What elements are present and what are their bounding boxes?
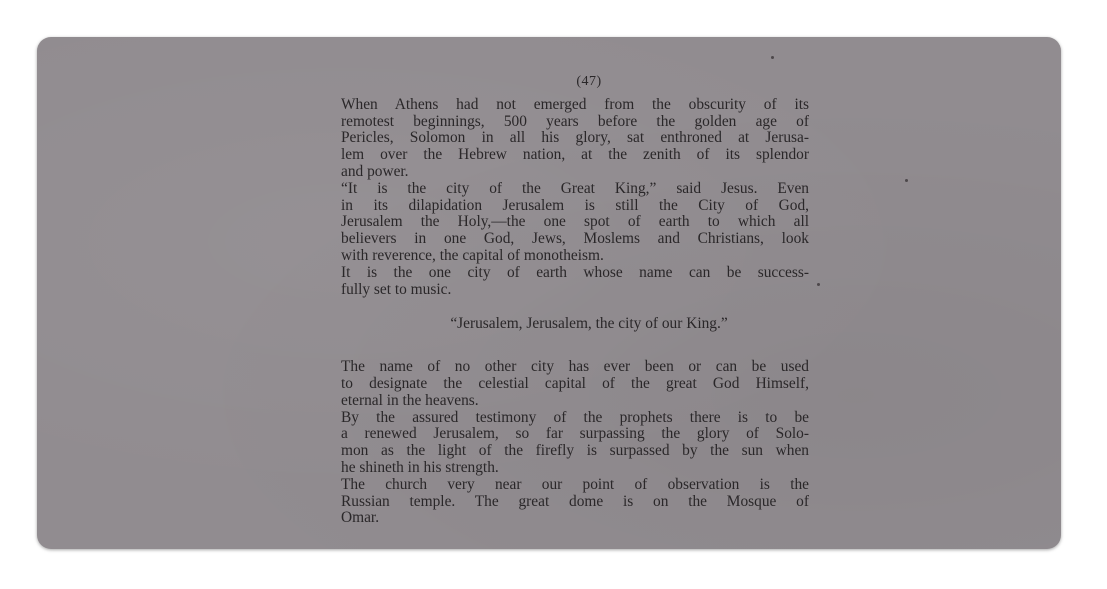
text-line: mon as the light of the firefly is surpassed by the sun when [341,442,809,460]
text-line: Pericles, Solomon in all his glory, sat enthroned at Jerusa- [341,129,809,147]
text-line: Omar. [341,509,380,527]
text-line: The church very near our point of observation is the [341,475,809,493]
text-line: Russian temple. The great dome is on the Mosque of [341,492,809,510]
stereoview-card-back [37,37,1061,549]
text-line: It is the one city of earth whose name can be success- [341,263,809,281]
text-line: By the assured testimony of the prophets there is to be [341,408,809,426]
card-text [341,74,809,527]
text-line: lem over the Hebrew nation, at the zenith of its splendor [341,146,809,164]
quote-line: “Jerusalem, Jerusalem, the city of our King.” [450,315,728,333]
text-line: Jerusalem the Holy,—the one spot of earth to which all [341,213,809,231]
paragraphs-before-quote [341,97,809,299]
paragraphs-after-quote [341,359,809,527]
text-line: with reverence, the capital of monotheism. [341,246,604,264]
text-line: The name of no other city has ever been or can be used [341,358,809,376]
text-line: a renewed Jerusalem, so far surpassing the glory of Solo- [341,425,809,443]
paper-speck [771,56,774,59]
text-line: When Athens had not emerged from the obscurity of its [341,95,809,113]
text-line: believers in one God, Jews, Moslems and Christians, look [341,230,809,248]
paragraph [341,477,809,527]
paragraph [341,265,809,299]
paper-speck [905,179,908,182]
text-line: fully set to music. [341,280,452,298]
text-line: and power. [341,162,409,180]
paragraph [341,181,809,265]
paragraph [341,97,809,181]
paper-speck [817,283,820,286]
text-line: he shineth in his strength. [341,458,499,476]
text-line: to designate the celestial capital of the great God Himself, [341,374,809,392]
text-line: remotest beginnings, 500 years before the golden age of [341,112,809,130]
text-line: in its dilapidation Jerusalem is still the City of God, [341,196,809,214]
paragraph [341,410,809,477]
text-line: eternal in the heavens. [341,391,479,409]
paragraph [341,359,809,409]
page-number: (47) [576,74,602,89]
text-line: “It is the city of the Great King,” said Jesus. Even [341,179,809,197]
